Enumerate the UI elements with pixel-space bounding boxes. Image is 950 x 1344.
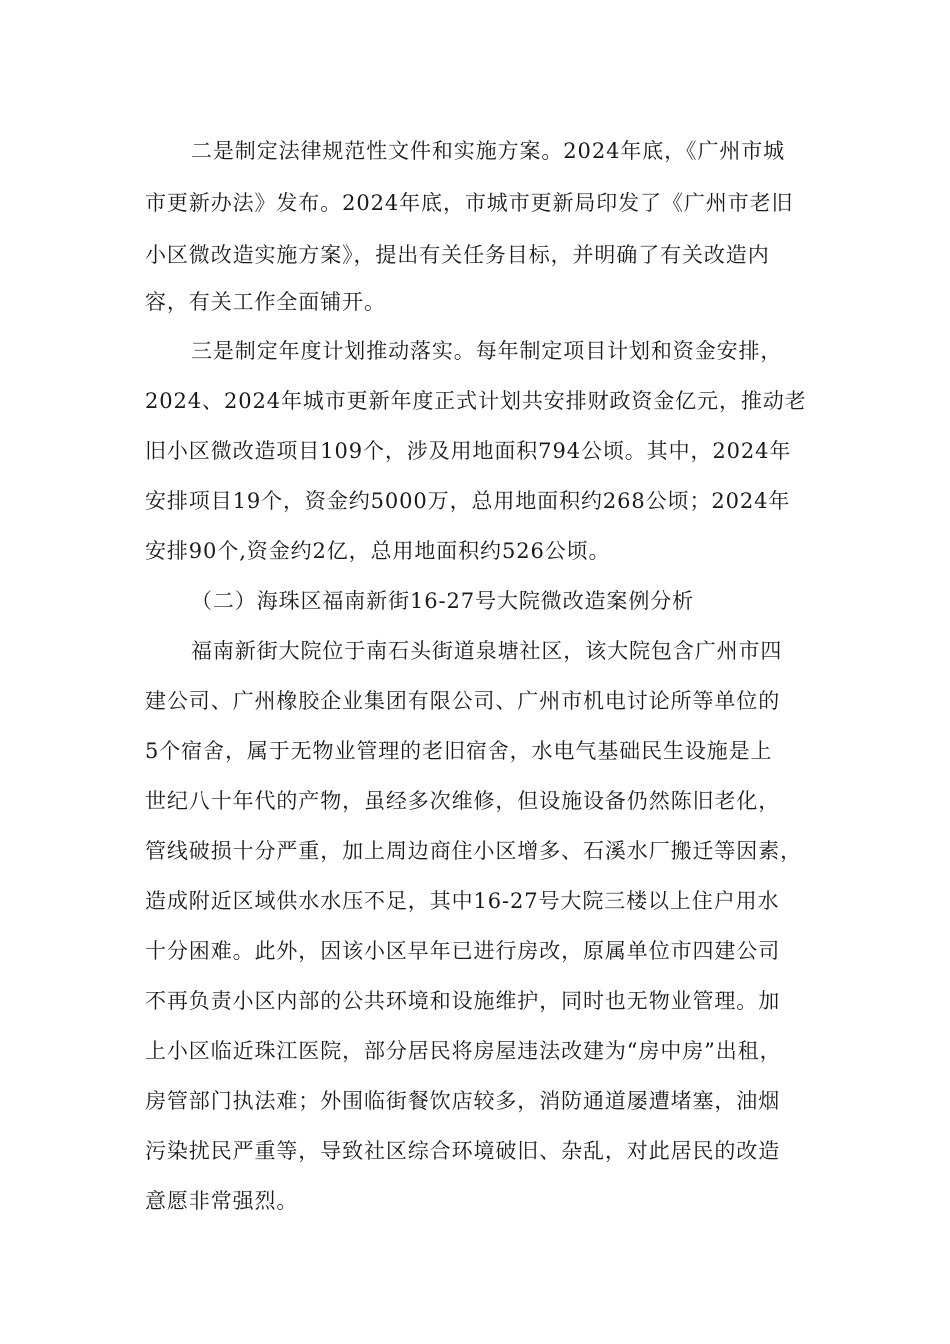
text-line: 安排90个,资金约2亿，总用地面积约526公顷。 xyxy=(145,539,611,563)
text-line: 十分困难。此外，因该小区早年已进行房改，原属单位市四建公司 xyxy=(145,939,781,963)
text-line: 三是制定年度计划推动落实。每年制定项目计划和资金安排， xyxy=(191,339,783,363)
text-line: 福南新街大院位于南石头街道泉塘社区，该大院包含广州市四 xyxy=(191,639,783,663)
text-line: 2024、2024年城市更新年度正式计划共安排财政资金亿元，推动老 xyxy=(145,389,807,413)
text-line: 小区微改造实施方案》，提出有关任务目标，并明确了有关改造内 xyxy=(145,243,770,267)
text-line: 造成附近区域供水水压不足，其中16-27号大院三楼以上住户用水 xyxy=(145,889,780,913)
text-line: 5个宿舍，属于无物业管理的老旧宿舍，水电气基础民生设施是上 xyxy=(145,739,773,763)
text-line: 世纪八十年代的产物，虽经多次维修，但设施设备仍然陈旧老化， xyxy=(145,789,781,813)
text-line: 房管部门执法难；外围临街餐饮店较多，消防通道屡遭堵塞，油烟 xyxy=(145,1089,781,1113)
text-line: 意愿非常强烈。 xyxy=(145,1189,299,1213)
text-line: 容，有关工作全面铺开。 xyxy=(145,290,386,314)
text-line: 建公司、广州橡胶企业集团有限公司、广州市机电讨论所等单位的 xyxy=(145,689,781,713)
text-line: 二是制定法律规范性文件和实施方案。2024年底，《广州市城 xyxy=(191,139,786,163)
text-line: 不再负责小区内部的公共环境和设施维护，同时也无物业管理。加 xyxy=(145,989,781,1013)
text-line: 市更新办法》发布。2024年底，市城市更新局印发了《广州市老旧 xyxy=(145,191,794,215)
text-line: 安排项目19个，资金约5000万，总用地面积约268公顷；2024年 xyxy=(145,489,791,513)
text-line: 上小区临近珠江医院，部分居民将房屋违法改建为“房中房”出租， xyxy=(145,1039,782,1063)
section-heading: （二）海珠区福南新街16-27号大院微改造案例分析 xyxy=(191,589,695,613)
text-line: 旧小区微改造项目109个，涉及用地面积794公顷。其中，2024年 xyxy=(145,439,792,463)
text-line: 污染扰民严重等，导致社区综合环境破旧、杂乱，对此居民的改造 xyxy=(145,1139,781,1163)
text-line: 管线破损十分严重，加上周边商住小区增多、石溪水厂搬迁等因素， xyxy=(145,839,802,863)
